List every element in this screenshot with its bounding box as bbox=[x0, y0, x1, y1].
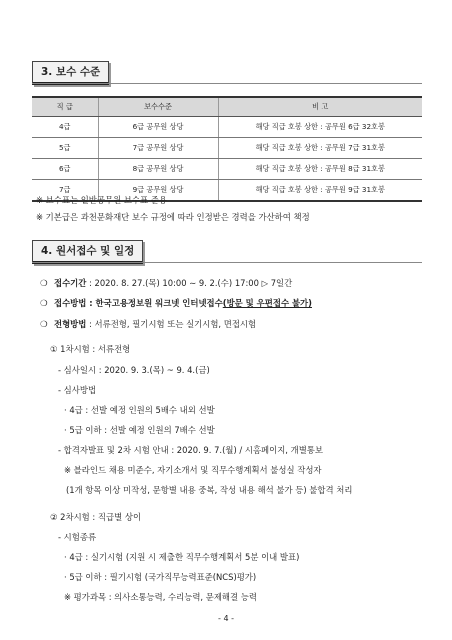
review-method: - 심사방법 bbox=[58, 385, 97, 395]
section-3-title: 3. 보수 수준 bbox=[32, 61, 109, 85]
note-pay-table: ※ 보수표는 일반공무원 보수표 준용 bbox=[36, 195, 167, 205]
first-exam-title: ① 1차시험 : 서류전형 bbox=[50, 344, 131, 354]
result-announcement: - 합격자발표 및 2차 시험 안내 : 2020. 9. 7.(월) / 시홈페이지, 개별통보 bbox=[58, 445, 323, 455]
section-4-rule bbox=[32, 262, 422, 263]
bullet-icon: ❍ bbox=[40, 278, 48, 288]
table-header-note: 비 고 bbox=[218, 97, 422, 117]
table-cell: 7급 공무원 상당 bbox=[98, 138, 218, 159]
section-4-header bbox=[32, 241, 143, 263]
item-application-period bbox=[40, 277, 292, 289]
value-method: : 한국고용정보원 워크넷 인터넷접수 bbox=[86, 298, 223, 308]
item-application-method bbox=[40, 297, 312, 309]
table-row bbox=[32, 117, 422, 138]
bullet-icon: ❍ bbox=[40, 319, 48, 329]
blind-hiring-detail: (1개 항목 이상 미작성, 문항별 내용 중복, 작성 내용 해석 불가 등) 불합격 처리 bbox=[66, 485, 353, 495]
label-period: 접수기간 bbox=[54, 278, 87, 288]
review-grade-5-below: · 5급 이하 : 선발 예정 인원의 7배수 선발 bbox=[64, 425, 215, 435]
section-3-header bbox=[32, 62, 109, 84]
table-cell: 해당 직급 호봉 상한 : 공무원 7급 31호봉 bbox=[218, 138, 422, 159]
blind-hiring-note: ※ 블라인드 채용 미준수, 자기소개서 및 직무수행계획서 불성실 작성자 bbox=[64, 465, 322, 475]
exam-types: - 시험종류 bbox=[58, 532, 97, 542]
page-number: - 4 - bbox=[218, 614, 234, 623]
review-grade-4: · 4급 : 선발 예정 인원의 5배수 내외 선발 bbox=[64, 405, 215, 415]
exam-grade-4: · 4급 : 실기시험 (지원 시 제출한 직무수행계획서 5분 이내 발표) bbox=[64, 552, 300, 562]
table-row bbox=[32, 159, 422, 180]
bullet-icon: ❍ bbox=[40, 298, 48, 308]
section-3-rule bbox=[32, 83, 422, 84]
value-method-note: (방문 및 우편접수 불가) bbox=[222, 298, 312, 308]
label-method: 접수방법 bbox=[54, 298, 87, 308]
note-base-salary: ※ 기본급은 과천문화재단 보수 규정에 따라 인정받은 경력을 가산하여 책정 bbox=[36, 212, 310, 222]
table-cell: 6급 공무원 상당 bbox=[98, 117, 218, 138]
item-screening-method bbox=[40, 318, 256, 330]
table-header-row bbox=[32, 97, 422, 117]
table-cell: 4급 bbox=[32, 117, 98, 138]
value-screening: : 서류전형, 필기시험 또는 실기시험, 면접시험 bbox=[86, 319, 257, 329]
review-date: - 심사일시 : 2020. 9. 3.(목) ~ 9. 4.(금) bbox=[58, 365, 210, 375]
exam-grade-5-below: · 5급 이하 : 필기시험 (국가직무능력표준(NCS)평가) bbox=[64, 572, 257, 582]
table-cell: 7급 bbox=[32, 180, 98, 202]
value-period: : 2020. 8. 27.(목) 10:00 ∼ 9. 2.(수) 17:00 ▷ 7일간 bbox=[86, 278, 293, 288]
evaluation-subjects: ※ 평가과목 : 의사소통능력, 수리능력, 문제해결 능력 bbox=[64, 592, 257, 602]
label-screening: 전형방법 bbox=[54, 319, 87, 329]
pay-level-table bbox=[32, 96, 422, 202]
table-cell: 해당 직급 호봉 상한 : 공무원 8급 31호봉 bbox=[218, 159, 422, 180]
table-header-grade: 직 급 bbox=[32, 97, 98, 117]
table-header-pay: 보수수준 bbox=[98, 97, 218, 117]
table-cell: 5급 bbox=[32, 138, 98, 159]
table-cell: 9급 공무원 상당 bbox=[98, 180, 218, 202]
second-exam-title: ② 2차시험 : 직급별 상이 bbox=[50, 512, 142, 522]
table-cell: 해당 직급 호봉 상한 : 공무원 6급 32호봉 bbox=[218, 117, 422, 138]
section-4-title: 4. 원서접수 및 일정 bbox=[32, 240, 143, 264]
table-row bbox=[32, 138, 422, 159]
table-cell: 해당 직급 호봉 상한 : 공무원 9급 31호봉 bbox=[218, 180, 422, 202]
table-cell: 6급 bbox=[32, 159, 98, 180]
table-cell: 8급 공무원 상당 bbox=[98, 159, 218, 180]
